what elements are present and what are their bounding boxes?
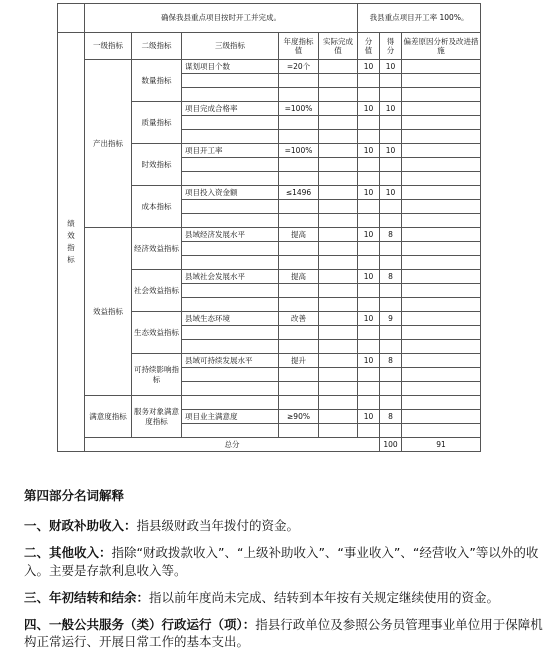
timeliness-weight: 10 xyxy=(358,144,380,158)
table-row xyxy=(58,228,481,242)
header-weight: 分值 xyxy=(358,33,380,60)
quantity-weight: 10 xyxy=(358,60,380,74)
total-row xyxy=(58,438,481,452)
quality-score: 10 xyxy=(380,102,402,116)
ecological-weight: 10 xyxy=(358,312,380,326)
satisfaction-indicator-label: 满意度指标 xyxy=(85,396,132,438)
sustainable-score: 8 xyxy=(380,354,402,368)
social-l3: 县域社会发展水平 xyxy=(182,270,279,284)
quantity-label: 数量指标 xyxy=(132,60,182,102)
header-actual: 实际完成值 xyxy=(319,33,358,60)
perf-indicator-label: 绩效指标 xyxy=(58,33,85,452)
header-l2: 二级指标 xyxy=(132,33,182,60)
quality-weight: 10 xyxy=(358,102,380,116)
economic-weight: 10 xyxy=(358,228,380,242)
header-target: 年度指标值 xyxy=(279,33,319,60)
header-reason: 偏差原因分析及改进措施 xyxy=(402,33,481,60)
ecological-label: 生态效益指标 xyxy=(132,312,182,354)
quality-l3: 项目完成合格率 xyxy=(182,102,279,116)
timeliness-target: =100% xyxy=(279,144,319,158)
timeliness-l3: 项目开工率 xyxy=(182,144,279,158)
social-label: 社会效益指标 xyxy=(132,270,182,312)
performance-table xyxy=(57,3,481,452)
quantity-score: 10 xyxy=(380,60,402,74)
quality-target: =100% xyxy=(279,102,319,116)
economic-label: 经济效益指标 xyxy=(132,228,182,270)
economic-target: 提高 xyxy=(279,228,319,242)
cost-target: ≤1496 xyxy=(279,186,319,200)
header-score: 得分 xyxy=(380,33,402,60)
cost-score: 10 xyxy=(380,186,402,200)
total-label: 总分 xyxy=(85,438,380,452)
glossary-heading: 第四部分名词解释 xyxy=(24,488,125,503)
economic-score: 8 xyxy=(380,228,402,242)
total-score: 91 xyxy=(402,438,481,452)
satisfaction-score: 8 xyxy=(380,410,402,424)
satisfaction-weight: 10 xyxy=(358,410,380,424)
sustainable-weight: 10 xyxy=(358,354,380,368)
sustainable-target: 提升 xyxy=(279,354,319,368)
ecological-l3: 县域生态环境 xyxy=(182,312,279,326)
goal-text: 确保我县重点项目按时开工并完成。 xyxy=(85,4,358,33)
glossary-item: 一、财政补助收入：指县级财政当年拨付的资金。 xyxy=(24,518,300,533)
table-row xyxy=(58,396,481,410)
economic-l3: 县域经济发展水平 xyxy=(182,228,279,242)
ecological-target: 改善 xyxy=(279,312,319,326)
ecological-score: 9 xyxy=(380,312,402,326)
satisfaction-target: ≥90% xyxy=(279,410,319,424)
satisfaction-label: 服务对象满意度指标 xyxy=(132,396,182,438)
blank-corner xyxy=(58,4,85,33)
total-weight: 100 xyxy=(380,438,402,452)
table-row xyxy=(58,60,481,74)
quantity-target: =20个 xyxy=(279,60,319,74)
glossary-section xyxy=(24,486,546,661)
cost-label: 成本指标 xyxy=(132,186,182,228)
glossary-item: 二、其他收入：指除“财政拨款收入”、“上级补助收入”、“事业收入”、“经营收入”等以外的收入。主要是存款利息收入等。 xyxy=(24,545,539,578)
cost-l3: 项目投入资金额 xyxy=(182,186,279,200)
sustainable-label: 可持续影响指标 xyxy=(132,354,182,396)
satisfaction-l3: 项目业主满意度 xyxy=(182,410,279,424)
timeliness-score: 10 xyxy=(380,144,402,158)
quality-label: 质量指标 xyxy=(132,102,182,144)
glossary-item: 四、一般公共服务（类）行政运行（项）：指县行政单位及参照公务员管理事业单位用于保障机构正常运行、开展日常工作的基本支出。 xyxy=(24,617,543,650)
goal-result: 我县重点项目开工率 100%。 xyxy=(358,4,481,33)
output-indicator-label: 产出指标 xyxy=(85,60,132,228)
effect-indicator-label: 效益指标 xyxy=(85,228,132,396)
social-score: 8 xyxy=(380,270,402,284)
social-weight: 10 xyxy=(358,270,380,284)
sustainable-l3: 县域可持续发展水平 xyxy=(182,354,279,368)
timeliness-label: 时效指标 xyxy=(132,144,182,186)
header-l1: 一级指标 xyxy=(85,33,132,60)
social-target: 提高 xyxy=(279,270,319,284)
quantity-l3: 谋划项目个数 xyxy=(182,60,279,74)
cost-weight: 10 xyxy=(358,186,380,200)
glossary-item: 三、年初结转和结余：指以前年度尚未完成、结转到本年按有关规定继续使用的资金。 xyxy=(24,589,500,605)
header-l3: 三级指标 xyxy=(182,33,279,60)
